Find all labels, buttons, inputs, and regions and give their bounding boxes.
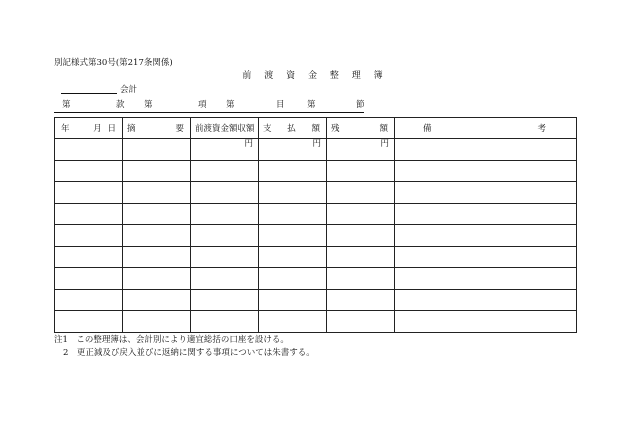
cell-summary[interactable] [123,268,191,290]
category-setsu: 節 [356,100,365,110]
cell-date[interactable] [55,139,123,161]
cell-balance[interactable] [327,246,395,268]
note-1: 注1 この整理簿は、会計別により適宜総括の口座を設ける。 [54,335,289,345]
cell-received[interactable] [191,289,259,311]
cell-received[interactable] [191,246,259,268]
document-title: 前 渡 資 金 整 理 簿 [242,71,388,81]
cell-received[interactable] [191,160,259,182]
category-dai-4: 第 [307,100,316,110]
cell-summary[interactable] [123,246,191,268]
cell-received[interactable] [191,182,259,204]
cell-date[interactable] [55,311,123,333]
yen-unit: 円 [312,139,321,149]
cell-summary[interactable] [123,311,191,333]
cell-payment[interactable] [259,160,327,182]
category-kan: 款 [116,100,125,110]
cell-balance[interactable] [327,139,395,161]
cell-date[interactable] [55,182,123,204]
cell-balance[interactable] [327,289,395,311]
table-row [55,182,577,204]
cell-remarks[interactable] [395,268,577,290]
header-summary: 摘 要 [123,118,191,139]
cell-summary[interactable] [123,225,191,247]
cell-payment[interactable] [259,203,327,225]
category-kou: 項 [198,100,207,110]
cell-balance[interactable] [327,268,395,290]
cell-summary[interactable] [123,203,191,225]
cell-remarks[interactable] [395,225,577,247]
cell-summary[interactable] [123,182,191,204]
cell-payment[interactable] [259,139,327,161]
table-row [55,139,577,161]
category-dai-3: 第 [226,100,235,110]
header-date: 年 月 日 [55,118,123,139]
cell-balance[interactable] [327,182,395,204]
table-row [55,246,577,268]
header-remarks: 備 考 [395,118,577,139]
cell-balance[interactable] [327,203,395,225]
cell-remarks[interactable] [395,246,577,268]
header-advance-received: 前渡資金額収額 [191,118,259,139]
header-payment: 支 払 額 [259,118,327,139]
cell-remarks[interactable] [395,139,577,161]
table-row [55,268,577,290]
cell-remarks[interactable] [395,311,577,333]
cell-date[interactable] [55,246,123,268]
cell-date[interactable] [55,160,123,182]
budget-category-row [54,101,364,112]
cell-remarks[interactable] [395,289,577,311]
cell-date[interactable] [55,289,123,311]
category-dai-1: 第 [62,100,71,110]
table-row [55,311,577,333]
table-row [55,225,577,247]
category-moku: 目 [276,100,285,110]
cell-balance[interactable] [327,225,395,247]
cell-date[interactable] [55,268,123,290]
cell-date[interactable] [55,225,123,247]
cell-payment[interactable] [259,225,327,247]
cell-payment[interactable] [259,246,327,268]
cell-date[interactable] [55,203,123,225]
cell-balance[interactable] [327,311,395,333]
cell-summary[interactable] [123,160,191,182]
yen-unit: 円 [380,139,389,149]
category-dai-2: 第 [144,100,153,110]
table-row [55,289,577,311]
cell-received[interactable] [191,225,259,247]
cell-payment[interactable] [259,268,327,290]
cell-remarks[interactable] [395,182,577,204]
cell-balance[interactable] [327,160,395,182]
account-name-line [61,93,117,94]
cell-summary[interactable] [123,139,191,161]
form-reference: 別記様式第30号(第217条関係) [54,58,173,68]
cell-received[interactable] [191,268,259,290]
cell-summary[interactable] [123,289,191,311]
table-row [55,203,577,225]
cell-remarks[interactable] [395,160,577,182]
cell-received[interactable] [191,311,259,333]
ledger-table [54,117,577,333]
yen-unit: 円 [244,139,253,149]
cell-payment[interactable] [259,182,327,204]
cell-remarks[interactable] [395,203,577,225]
cell-payment[interactable] [259,289,327,311]
header-balance: 残 額 [327,118,395,139]
table-header-row [55,118,577,139]
cell-received[interactable] [191,139,259,161]
table-row [55,160,577,182]
category-underline [54,112,364,113]
cell-received[interactable] [191,203,259,225]
cell-payment[interactable] [259,311,327,333]
note-2: 2 更正減及び戻入並びに返納に関する事項については朱書する。 [63,348,315,358]
account-label: 会計 [120,85,138,95]
